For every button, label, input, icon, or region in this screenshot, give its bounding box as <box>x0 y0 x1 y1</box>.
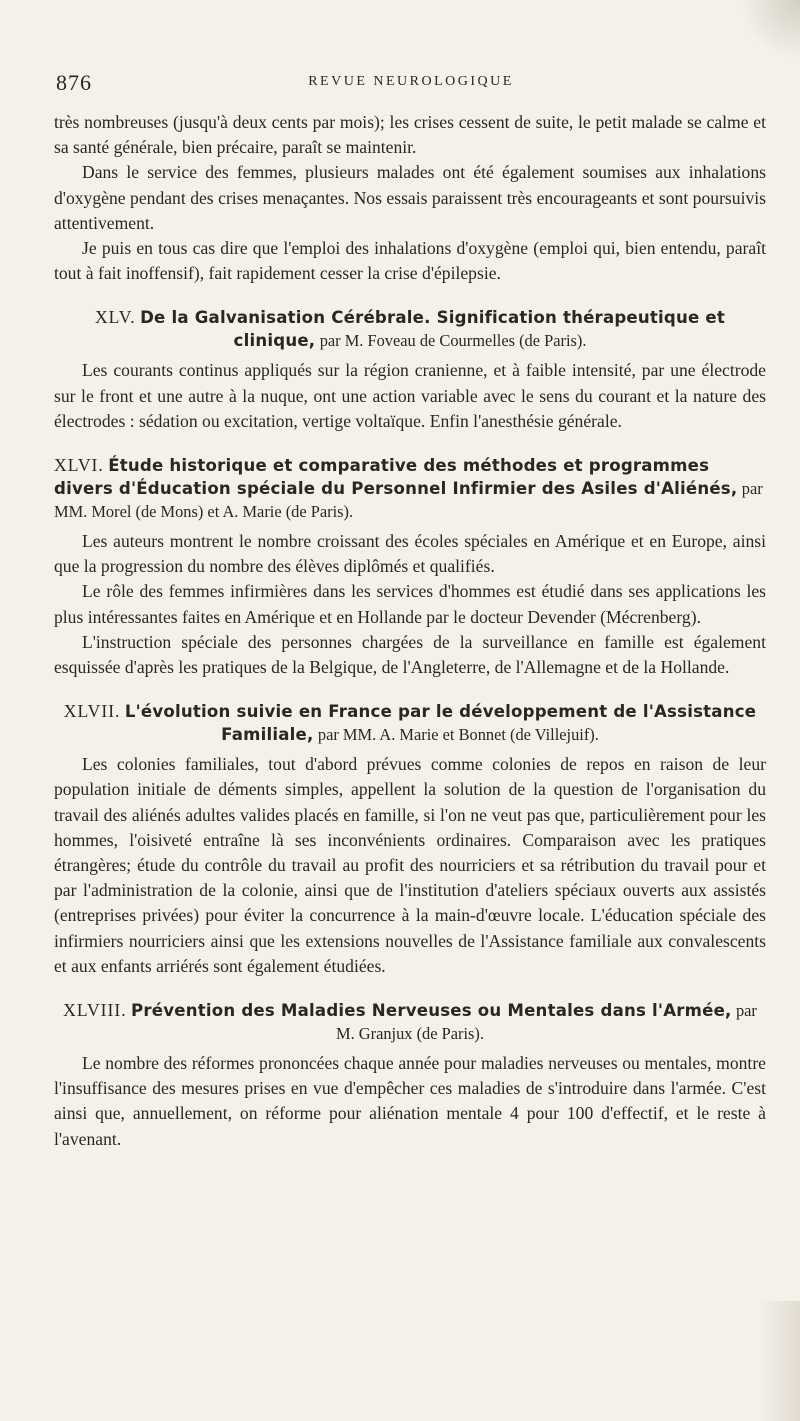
section-number: XLV. <box>94 307 136 328</box>
section-paragraph: Le rôle des femmes infirmières dans les services d'hommes est étudié dans ses applications les plus intéressantes faites en Amérique et en Hollande par le docteur Devender (Mécrenberg). <box>54 581 766 627</box>
section-title: Prévention des Maladies Nerveuses ou Mentales dans l'Armée, <box>131 1001 732 1021</box>
section-heading <box>54 999 766 1045</box>
section-heading <box>54 454 766 523</box>
section-xlviii <box>54 999 766 1152</box>
section-paragraph: L'instruction spéciale des personnes chargées de la surveillance en famille est également esquissée d'après les pratiques de la Belgique, de l'Angleterre, de l'Allemagne et de la Hollande. <box>54 631 766 678</box>
intro-paragraph: Je puis en tous cas dire que l'emploi des inhalations d'oxygène (emploi qui, bien entendu, paraît tout à fait inoffensif), fait rapidement cesser la crise d'épilepsie. <box>54 238 766 284</box>
page-body <box>54 110 766 1152</box>
section-authors: par M. Foveau de Courmelles (de Paris). <box>319 331 587 351</box>
intro-paragraph: très nombreuses (jusqu'à deux cents par mois); les crises cessent de suite, le petit malade se calme et sa santé générale, bien précaire, paraît se maintenir. <box>54 112 766 158</box>
section-authors: par M. Granjux (de Paris). <box>336 1001 757 1044</box>
section-heading <box>54 306 766 352</box>
section-xlvii <box>54 700 766 979</box>
intro-paragraph: Dans le service des femmes, plusieurs malades ont été également soumises aux inhalations d'oxygène pendant des crises menaçantes. Nos essais paraissent très encourageants et sont poursuivis attentivement. <box>54 162 766 233</box>
paper-edge-shadow <box>760 1301 800 1421</box>
section-paragraph: Le nombre des réformes prononcées chaque année pour maladies nerveuses ou mentales, montre l'insuffisance des mesures prises en vue d'empêcher ces maladies de s'introduire dans l'armée. C'est ainsi que, annuellement, on réforme pour aliénation mentale 4 pour 100 d'effectif, et le reste à l'avenant. <box>54 1053 766 1149</box>
section-xlv <box>54 306 766 434</box>
section-title: Étude historique et comparative des méthodes et programmes divers d'Éducation spéciale du Personnel Infirmier des Asiles d'Aliénés, <box>54 456 738 499</box>
section-number: XLVII. <box>63 701 121 722</box>
section-authors: par MM. A. Marie et Bonnet (de Villejuif). <box>317 725 599 745</box>
section-paragraph: Les colonies familiales, tout d'abord prévues comme colonies de repos en raison de leur population initiale de déments simples, appellent la solution de la question de l'organisation du travail des aliénés adultes valides placés en famille, si l'on ne veut pas que, particulièrement pour les hommes, l'oisiveté entraîne là ses inconvénients ordinaires. Comparaison avec les pratiques étrangères; étude du contrôle du travail au profit des nourriciers et sa rétribution du travail pour et par l'administration de la colonie, ainsi que de l'institution d'ateliers spéciaux ouverts aux assistés (entreprises privées) pour éviter la concurrence à la main-d'œuvre locale. L'éducation spéciale des infirmiers nourriciers ainsi que les extensions nouvelles de l'Assistance familiale aux convalescents et aux enfants arriérés sont également étudiées. <box>54 754 766 976</box>
running-title: REVUE NEUROLOGIQUE <box>308 74 514 89</box>
section-heading <box>54 700 766 746</box>
page-header <box>56 70 766 98</box>
section-paragraph: Les courants continus appliqués sur la région cranienne, et à faible intensité, par une électrode sur le front et une autre à la nuque, ont une action variable avec le sens du courant et la nature des électrodes : sédation ou excitation, vertige voltaïque. Enfin l'anesthésie générale. <box>54 360 766 431</box>
section-number: XLVI. <box>54 455 104 476</box>
section-xlvi <box>54 454 766 680</box>
section-title: De la Galvanisation Cérébrale. Signification thérapeutique et clinique, <box>140 308 726 351</box>
section-title: L'évolution suivie en France par le développement de l'Assistance Familiale, <box>124 702 757 745</box>
paper-stain <box>740 0 800 60</box>
section-authors: par MM. Morel (de Mons) et A. Marie (de Paris). <box>54 479 763 522</box>
page-number: 876 <box>56 70 92 95</box>
section-number: XLVIII. <box>63 1000 127 1021</box>
section-paragraph: Les auteurs montrent le nombre croissant des écoles spéciales en Amérique et en Europe, ainsi que la progression du nombre des élèves diplômés et qualifiés. <box>54 531 766 577</box>
